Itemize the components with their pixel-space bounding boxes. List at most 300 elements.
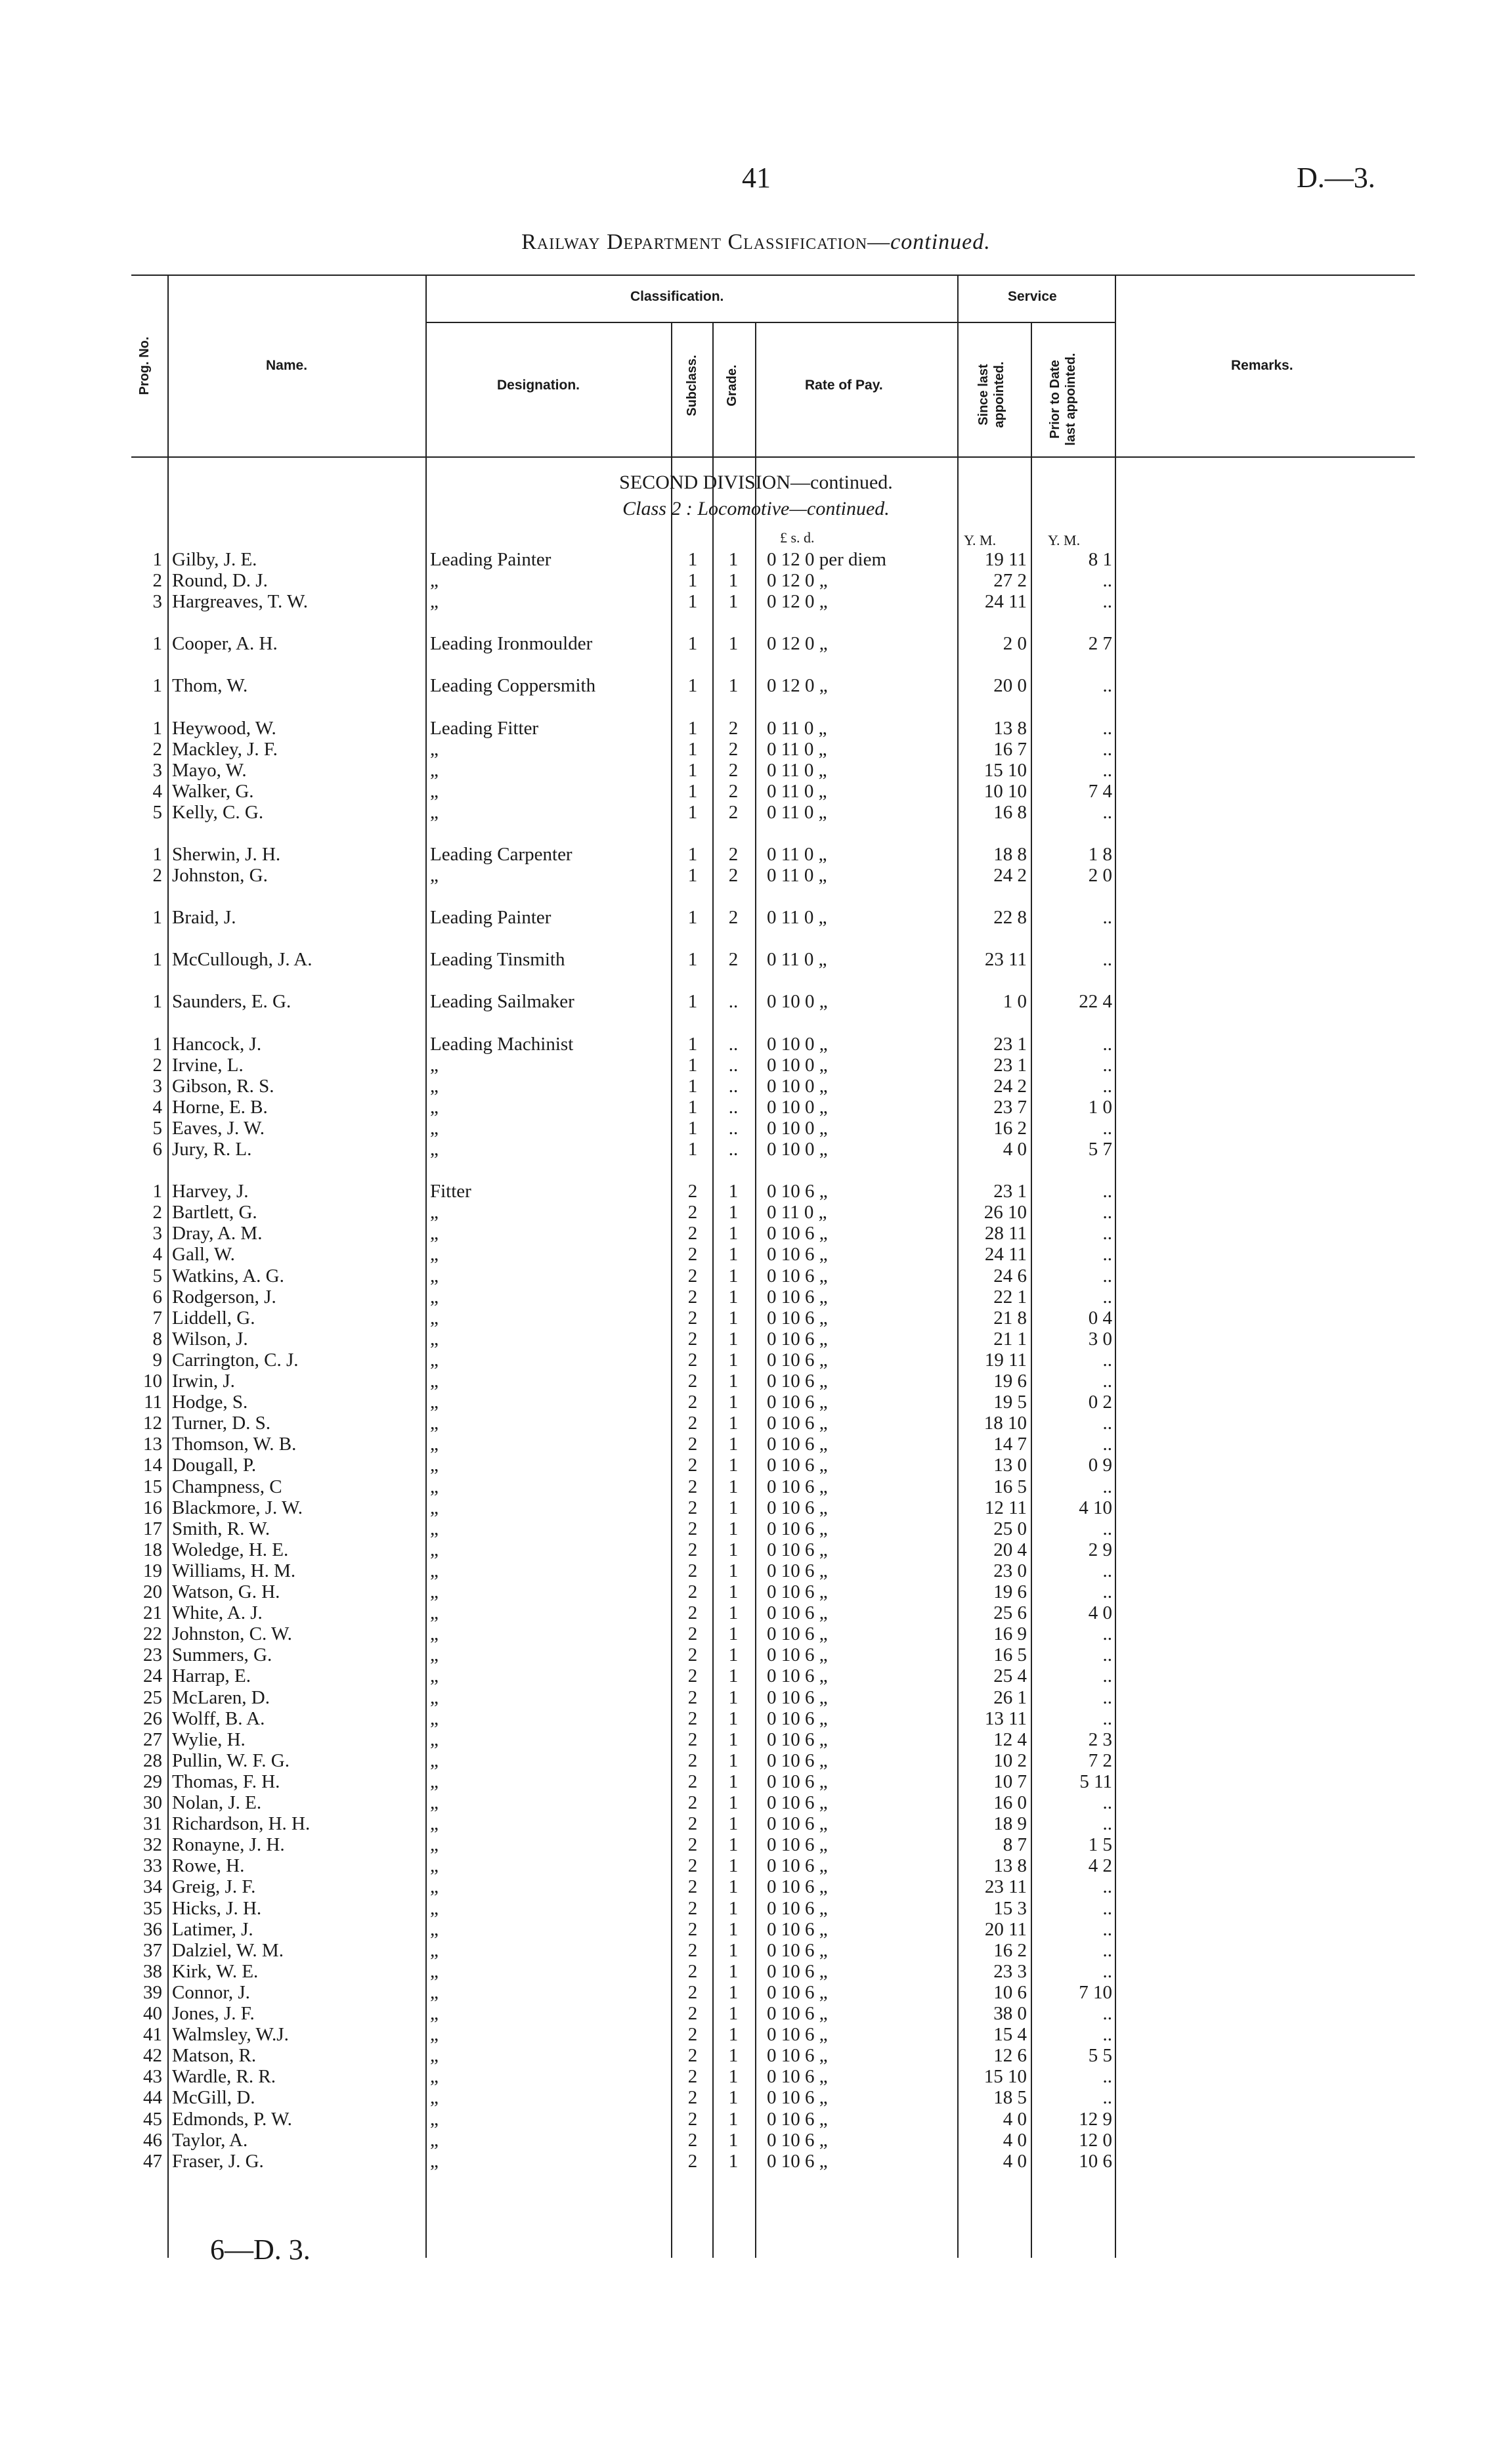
- cell-pay: 0 10 6 „: [767, 1602, 828, 1624]
- cell-sub: 1: [687, 738, 698, 760]
- cell-pay: 0 10 6 „: [767, 2045, 828, 2067]
- cell-name: Kirk, W. E.: [172, 1960, 259, 1982]
- cell-grade: 1: [728, 1981, 739, 2003]
- cell-pay: 0 12 0 „: [767, 591, 828, 613]
- cell-name: Irwin, J.: [172, 1371, 235, 1392]
- col-rule-subclass: [671, 322, 672, 2258]
- cell-grade: 1: [728, 1813, 739, 1835]
- cell-sub: 1: [687, 633, 698, 655]
- cell-grade: 1: [728, 2066, 739, 2088]
- cell-prior: ..: [1102, 907, 1112, 929]
- footer-signature: 6—D. 3.: [210, 2234, 311, 2266]
- cell-des: „: [430, 865, 439, 887]
- cell-prior: ..: [1102, 1518, 1112, 1539]
- cell-no: 14: [143, 1455, 162, 1476]
- cell-since: 2 0: [1003, 633, 1027, 655]
- cell-no: 7: [152, 1307, 162, 1329]
- cell-no: 9: [152, 1349, 162, 1371]
- cell-des: „: [430, 1771, 439, 1792]
- cell-prior: 5 5: [1088, 2045, 1112, 2067]
- cell-no: 5: [152, 801, 162, 823]
- cell-since: 25 4: [993, 1665, 1027, 1687]
- cell-grade: ..: [728, 991, 739, 1013]
- cell-grade: 2: [728, 801, 739, 823]
- cell-prior: 5 11: [1079, 1771, 1112, 1792]
- cell-prior: ..: [1102, 1054, 1112, 1076]
- cell-name: Richardson, H. H.: [172, 1813, 311, 1835]
- cell-pay: 0 10 6 „: [767, 1560, 828, 1581]
- cell-sub: 2: [687, 1413, 698, 1434]
- cell-since: 19 6: [993, 1581, 1027, 1602]
- cell-name: Liddell, G.: [172, 1307, 255, 1329]
- cell-since: 20 4: [993, 1539, 1027, 1560]
- cell-prior: 3 0: [1088, 1328, 1112, 1350]
- cell-grade: 1: [728, 1413, 739, 1434]
- header-mid-rule: [427, 322, 1116, 323]
- cell-sub: 2: [687, 1476, 698, 1497]
- cell-since: 4 0: [1003, 2129, 1027, 2151]
- cell-since: 13 11: [984, 1707, 1027, 1729]
- cell-since: 4 0: [1003, 2150, 1027, 2172]
- cell-prior: ..: [1102, 1117, 1112, 1139]
- cell-grade: 2: [728, 759, 739, 781]
- units-prior: Y. M.: [1048, 532, 1081, 548]
- cell-prior: ..: [1102, 1181, 1112, 1202]
- cell-pay: 0 10 6 „: [767, 2150, 828, 2172]
- cell-des: „: [430, 1876, 439, 1898]
- cell-des: „: [430, 1328, 439, 1350]
- cell-sub: 2: [687, 1518, 698, 1539]
- cell-no: 4: [152, 1244, 162, 1266]
- page-number: 41: [742, 162, 771, 194]
- header-since-last-appointed: Since last appointed.: [976, 361, 1006, 428]
- cell-sub: 2: [687, 1981, 698, 2003]
- cell-pay: 0 12 0 „: [767, 570, 828, 592]
- cell-pay: 0 10 6 „: [767, 1686, 828, 1708]
- cell-sub: 2: [687, 1392, 698, 1413]
- cell-name: Walker, G.: [172, 780, 254, 802]
- cell-grade: ..: [728, 1096, 739, 1118]
- cell-since: 16 2: [993, 1939, 1027, 1961]
- cell-pay: 0 10 6 „: [767, 1223, 828, 1244]
- document-reference: D.—3.: [1297, 162, 1375, 194]
- cell-pay: 0 11 0 „: [767, 780, 827, 802]
- cell-prior: ..: [1102, 1581, 1112, 1602]
- cell-prior: ..: [1102, 1665, 1112, 1687]
- cell-since: 10 6: [993, 1981, 1027, 2003]
- cell-pay: 0 10 0 „: [767, 1096, 828, 1118]
- cell-des: „: [430, 2108, 439, 2130]
- cell-since: 18 8: [993, 844, 1027, 865]
- cell-des: „: [430, 1539, 439, 1560]
- cell-des: „: [430, 1602, 439, 1624]
- cell-des: „: [430, 780, 439, 802]
- cell-grade: 1: [728, 1371, 739, 1392]
- cell-since: 26 10: [983, 1202, 1027, 1223]
- cell-name: McCullough, J. A.: [172, 949, 313, 971]
- cell-no: 19: [143, 1560, 162, 1581]
- cell-prior: ..: [1102, 1686, 1112, 1708]
- cell-des: „: [430, 1349, 439, 1371]
- cell-sub: 1: [687, 1096, 698, 1118]
- cell-name: Thom, W.: [172, 675, 248, 697]
- cell-no: 34: [143, 1876, 162, 1898]
- cell-prior: ..: [1102, 1286, 1112, 1308]
- cell-grade: ..: [728, 1117, 739, 1139]
- cell-name: Champness, C: [172, 1476, 282, 1497]
- cell-prior: 1 8: [1088, 844, 1112, 865]
- cell-no: 37: [143, 1939, 162, 1961]
- cell-since: 4 0: [1003, 2108, 1027, 2130]
- cell-name: Fraser, J. G.: [172, 2150, 264, 2172]
- cell-pay: 0 10 6 „: [767, 1518, 828, 1539]
- cell-sub: 2: [687, 1665, 698, 1687]
- cell-no: 21: [143, 1602, 162, 1624]
- cell-des: „: [430, 1371, 439, 1392]
- cell-sub: 1: [687, 570, 698, 592]
- cell-since: 25 0: [993, 1518, 1027, 1539]
- cell-des: „: [430, 1939, 439, 1961]
- cell-since: 13 8: [993, 717, 1027, 739]
- cell-name: Rodgerson, J.: [172, 1286, 276, 1308]
- cell-sub: 2: [687, 1181, 698, 1202]
- cell-no: 46: [143, 2129, 162, 2151]
- cell-since: 18 9: [993, 1813, 1027, 1835]
- cell-name: Dray, A. M.: [172, 1223, 263, 1244]
- cell-sub: 2: [687, 1813, 698, 1835]
- cell-sub: 2: [687, 1455, 698, 1476]
- cell-no: 6: [152, 1286, 162, 1308]
- cell-sub: 1: [687, 591, 698, 613]
- cell-sub: 2: [687, 1897, 698, 1919]
- cell-since: 15 3: [993, 1897, 1027, 1919]
- cell-no: 40: [143, 2003, 162, 2024]
- cell-since: 23 7: [993, 1096, 1027, 1118]
- cell-no: 47: [143, 2150, 162, 2172]
- cell-since: 13 8: [993, 1855, 1027, 1877]
- cell-prior: ..: [1102, 1223, 1112, 1244]
- cell-sub: 2: [687, 1581, 698, 1602]
- cell-pay: 0 10 6 „: [767, 1918, 828, 1940]
- cell-name: Eaves, J. W.: [172, 1117, 265, 1139]
- cell-pay: 0 10 6 „: [767, 1413, 828, 1434]
- cell-since: 23 1: [993, 1033, 1027, 1055]
- cell-since: 23 11: [984, 1876, 1027, 1898]
- cell-no: 43: [143, 2066, 162, 2088]
- cell-name: Horne, E. B.: [172, 1096, 268, 1118]
- cell-since: 25 6: [993, 1602, 1027, 1624]
- cell-since: 16 5: [993, 1476, 1027, 1497]
- cell-des: Leading Painter: [430, 549, 551, 570]
- cell-grade: 1: [728, 1834, 739, 1856]
- col-rule-remarks: [1115, 275, 1116, 2258]
- cell-sub: 2: [687, 2066, 698, 2088]
- cell-no: 1: [152, 1033, 162, 1055]
- cell-pay: 0 10 6 „: [767, 1960, 828, 1982]
- cell-since: 26 1: [993, 1686, 1027, 1708]
- cell-des: „: [430, 2024, 439, 2046]
- cell-grade: 1: [728, 1181, 739, 1202]
- cell-no: 25: [143, 1686, 162, 1708]
- cell-des: „: [430, 1223, 439, 1244]
- cell-name: Johnston, G.: [172, 865, 268, 887]
- cell-name: Connor, J.: [172, 1981, 250, 2003]
- cell-des: „: [430, 1834, 439, 1856]
- cell-pay: 0 10 0 „: [767, 1117, 828, 1139]
- cell-des: „: [430, 2066, 439, 2088]
- cell-pay: 0 12 0 „: [767, 633, 828, 655]
- cell-name: Bartlett, G.: [172, 1202, 257, 1223]
- cell-prior: 2 9: [1088, 1539, 1112, 1560]
- cell-pay: 0 10 6 „: [767, 1939, 828, 1961]
- cell-grade: 1: [728, 1939, 739, 1961]
- cell-pay: 0 10 6 „: [767, 1349, 828, 1371]
- cell-grade: 1: [728, 2108, 739, 2130]
- cell-since: 18 10: [983, 1413, 1027, 1434]
- cell-prior: 4 0: [1088, 1602, 1112, 1624]
- cell-no: 26: [143, 1707, 162, 1729]
- cell-no: 24: [143, 1665, 162, 1687]
- cell-sub: 2: [687, 1497, 698, 1518]
- cell-pay: 0 10 0 „: [767, 1054, 828, 1076]
- cell-name: Mackley, J. F.: [172, 738, 278, 760]
- cell-name: Thomas, F. H.: [172, 1771, 280, 1792]
- cell-grade: 1: [728, 1876, 739, 1898]
- cell-sub: 2: [687, 1560, 698, 1581]
- cell-no: 17: [143, 1518, 162, 1539]
- cell-grade: 2: [728, 844, 739, 865]
- cell-pay: 0 10 6 „: [767, 1497, 828, 1518]
- cell-prior: ..: [1102, 801, 1112, 823]
- cell-des: „: [430, 1665, 439, 1687]
- cell-grade: 1: [728, 633, 739, 655]
- cell-no: 27: [143, 1728, 162, 1750]
- cell-since: 14 7: [993, 1434, 1027, 1455]
- cell-name: Harvey, J.: [172, 1181, 249, 1202]
- cell-no: 5: [152, 1265, 162, 1287]
- cell-pay: 0 11 0 „: [767, 717, 827, 739]
- cell-no: 10: [143, 1371, 162, 1392]
- cell-des: „: [430, 2129, 439, 2151]
- cell-name: Jury, R. L.: [172, 1139, 252, 1160]
- cell-since: 18 5: [993, 2087, 1027, 2109]
- cell-sub: 1: [687, 991, 698, 1013]
- cell-name: Thomson, W. B.: [172, 1434, 297, 1455]
- cell-since: 12 4: [993, 1728, 1027, 1750]
- page-title: [0, 230, 1512, 255]
- cell-name: Taylor, A.: [172, 2129, 248, 2151]
- cell-prior: 12 0: [1079, 2129, 1112, 2151]
- cell-des: „: [430, 1707, 439, 1729]
- cell-sub: 2: [687, 1244, 698, 1266]
- cell-sub: 1: [687, 759, 698, 781]
- cell-des: „: [430, 1497, 439, 1518]
- cell-name: Dougall, P.: [172, 1455, 257, 1476]
- cell-pay: 0 12 0 „: [767, 675, 828, 697]
- cell-sub: 1: [687, 1054, 698, 1076]
- cell-since: 10 2: [993, 1750, 1027, 1771]
- col-rule-prior: [1031, 322, 1032, 2258]
- cell-pay: 0 10 0 „: [767, 1139, 828, 1160]
- cell-prior: ..: [1102, 1265, 1112, 1287]
- cell-pay: 0 10 6 „: [767, 2066, 828, 2088]
- cell-no: 33: [143, 1855, 162, 1877]
- cell-des: „: [430, 1075, 439, 1097]
- cell-pay: 0 10 0 „: [767, 1033, 828, 1055]
- cell-no: 12: [143, 1413, 162, 1434]
- cell-grade: 1: [728, 2087, 739, 2109]
- cell-since: 20 0: [993, 675, 1027, 697]
- cell-sub: 2: [687, 1750, 698, 1771]
- cell-des: Leading Tinsmith: [430, 949, 565, 971]
- cell-des: „: [430, 1202, 439, 1223]
- cell-des: „: [430, 2045, 439, 2067]
- cell-prior: ..: [1102, 2066, 1112, 2088]
- cell-grade: 1: [728, 570, 739, 592]
- cell-pay: 0 11 0 „: [767, 865, 827, 887]
- cell-sub: 2: [687, 2024, 698, 2046]
- cell-name: McLaren, D.: [172, 1686, 270, 1708]
- cell-name: Round, D. J.: [172, 570, 268, 592]
- header-classification: Classification.: [630, 289, 724, 304]
- cell-since: 19 11: [984, 1349, 1027, 1371]
- cell-prior: 0 2: [1088, 1392, 1112, 1413]
- cell-pay: 0 10 6 „: [767, 1307, 828, 1329]
- title-suffix: continued.: [890, 230, 991, 254]
- cell-pay: 0 10 6 „: [767, 2003, 828, 2024]
- cell-name: Wilson, J.: [172, 1328, 248, 1350]
- cell-des: „: [430, 1392, 439, 1413]
- cell-sub: 1: [687, 844, 698, 865]
- cell-name: Watson, G. H.: [172, 1581, 280, 1602]
- cell-sub: 2: [687, 1349, 698, 1371]
- cell-prior: ..: [1102, 1876, 1112, 1898]
- cell-no: 3: [152, 591, 162, 613]
- cell-sub: 2: [687, 1307, 698, 1329]
- cell-prior: ..: [1102, 2003, 1112, 2024]
- cell-prior: 0 9: [1088, 1455, 1112, 1476]
- cell-no: 1: [152, 949, 162, 971]
- cell-prior: 12 9: [1079, 2108, 1112, 2130]
- cell-name: Irvine, L.: [172, 1054, 244, 1076]
- cell-name: Nolan, J. E.: [172, 1792, 262, 1813]
- cell-sub: 1: [687, 717, 698, 739]
- cell-des: „: [430, 738, 439, 760]
- cell-grade: 1: [728, 1897, 739, 1919]
- cell-des: „: [430, 1581, 439, 1602]
- cell-name: McGill, D.: [172, 2087, 255, 2109]
- cell-grade: 1: [728, 591, 739, 613]
- cell-pay: 0 10 6 „: [767, 1771, 828, 1792]
- cell-des: „: [430, 2150, 439, 2172]
- cell-grade: 1: [728, 1328, 739, 1350]
- cell-pay: 0 10 6 „: [767, 2024, 828, 2046]
- cell-no: 11: [144, 1392, 162, 1413]
- cell-pay: 0 10 6 „: [767, 1244, 828, 1266]
- cell-prior: ..: [1102, 1560, 1112, 1581]
- cell-name: Wolff, B. A.: [172, 1707, 265, 1729]
- cell-name: Gall, W.: [172, 1244, 235, 1266]
- cell-pay: 0 12 0 per diem: [767, 549, 887, 570]
- cell-grade: 1: [728, 1728, 739, 1750]
- cell-pay: 0 10 0 „: [767, 1075, 828, 1097]
- cell-des: Leading Carpenter: [430, 844, 572, 865]
- cell-grade: 1: [728, 1455, 739, 1476]
- cell-since: 16 2: [993, 1117, 1027, 1139]
- cell-grade: 2: [728, 738, 739, 760]
- cell-des: „: [430, 1054, 439, 1076]
- cell-des: „: [430, 1960, 439, 1982]
- cell-pay: 0 10 6 „: [767, 1328, 828, 1350]
- cell-pay: 0 10 6 „: [767, 1750, 828, 1771]
- cell-grade: 1: [728, 1244, 739, 1266]
- cell-no: 42: [143, 2045, 162, 2067]
- cell-pay: 0 10 6 „: [767, 1981, 828, 2003]
- cell-prior: ..: [1102, 570, 1112, 592]
- cell-prior: ..: [1102, 1897, 1112, 1919]
- cell-name: Turner, D. S.: [172, 1413, 271, 1434]
- cell-sub: 2: [687, 1286, 698, 1308]
- cell-des: „: [430, 1139, 439, 1160]
- cell-prior: 2 0: [1088, 865, 1112, 887]
- cell-pay: 0 10 6 „: [767, 1855, 828, 1877]
- cell-grade: 1: [728, 2045, 739, 2067]
- cell-des: „: [430, 1244, 439, 1266]
- cell-since: 21 8: [993, 1307, 1027, 1329]
- cell-since: 16 9: [993, 1623, 1027, 1645]
- cell-no: 45: [143, 2108, 162, 2130]
- cell-name: Smith, R. W.: [172, 1518, 270, 1539]
- units-pay: £ s. d.: [780, 529, 815, 546]
- cell-no: 2: [152, 570, 162, 592]
- cell-des: „: [430, 2087, 439, 2109]
- cell-pay: 0 10 0 „: [767, 991, 828, 1013]
- cell-prior: ..: [1102, 1244, 1112, 1266]
- cell-since: 21 1: [993, 1328, 1027, 1350]
- cell-name: Gilby, J. E.: [172, 549, 257, 570]
- cell-no: 3: [152, 1075, 162, 1097]
- cell-des: „: [430, 1117, 439, 1139]
- header-service: Service: [1008, 289, 1057, 304]
- cell-name: Matson, R.: [172, 2045, 257, 2067]
- cell-sub: 2: [687, 1960, 698, 1982]
- cell-pay: 0 10 6 „: [767, 1265, 828, 1287]
- cell-no: 3: [152, 759, 162, 781]
- cell-grade: 1: [728, 1539, 739, 1560]
- cell-des: „: [430, 1792, 439, 1813]
- cell-sub: 1: [687, 949, 698, 971]
- cell-prior: ..: [1102, 1371, 1112, 1392]
- cell-no: 2: [152, 865, 162, 887]
- cell-grade: 1: [728, 1644, 739, 1666]
- cell-no: 4: [152, 780, 162, 802]
- cell-since: 16 7: [993, 738, 1027, 760]
- cell-no: 1: [152, 717, 162, 739]
- cell-sub: 2: [687, 1202, 698, 1223]
- cell-name: Ronayne, J. H.: [172, 1834, 285, 1856]
- cell-prior: ..: [1102, 1476, 1112, 1497]
- section-class: Class 2 : Locomotive—continued.: [622, 498, 890, 519]
- cell-since: 16 0: [993, 1792, 1027, 1813]
- cell-grade: 1: [728, 1707, 739, 1729]
- cell-no: 28: [143, 1750, 162, 1771]
- cell-no: 32: [143, 1834, 162, 1856]
- cell-since: 23 1: [993, 1054, 1027, 1076]
- cell-prior: ..: [1102, 1792, 1112, 1813]
- cell-no: 1: [152, 549, 162, 570]
- cell-since: 23 11: [984, 949, 1027, 971]
- cell-grade: 1: [728, 1918, 739, 1940]
